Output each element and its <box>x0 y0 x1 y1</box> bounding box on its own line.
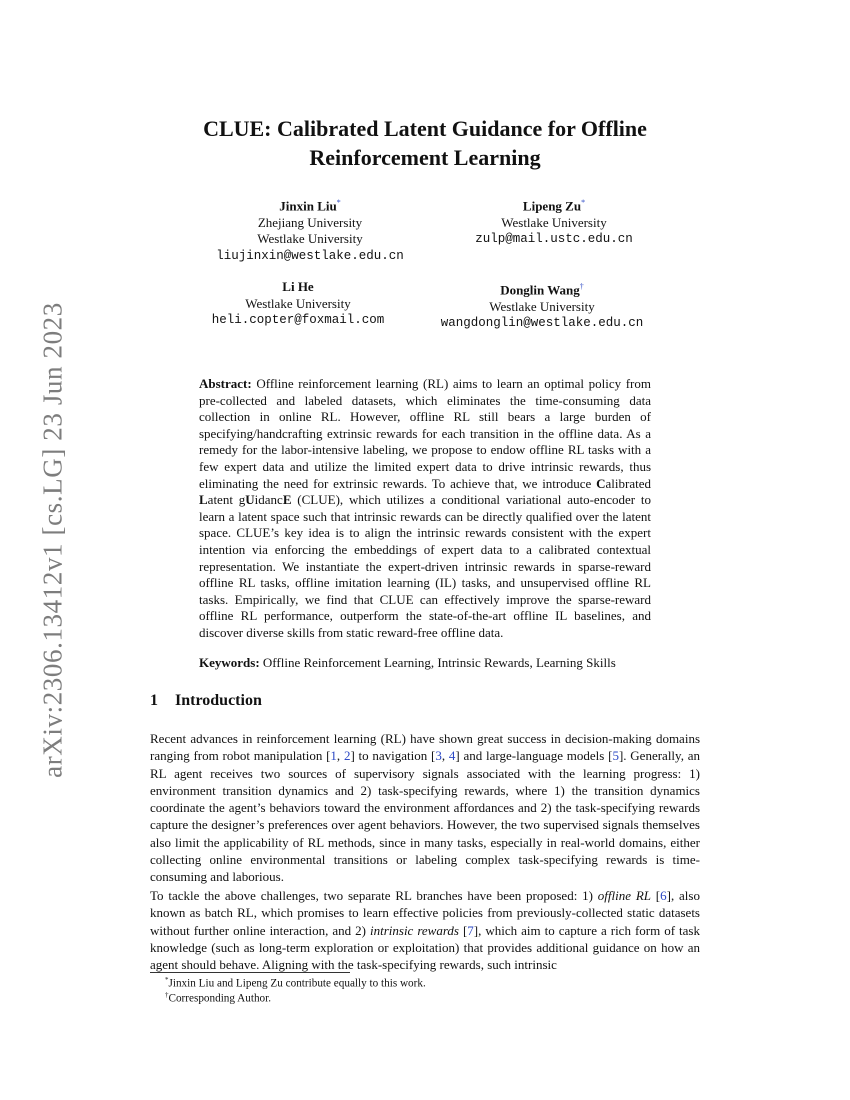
acronym-letter: E <box>282 492 292 508</box>
paper-title-line-1: CLUE: Calibrated Latent Guidance for Offline <box>203 116 647 141</box>
abstract-text-part-2: (CLUE), which utilizes a conditional variational auto-encoder to learn a latent space such that intrinsic rewards can be directly qualified over the latent space. CLUE’s key idea is to align the intrinsic rewards consistent with the expert intention via enforcing the embeddings of expert data to a calibrated contextual representation. We instantiate the expert-driven intrinsic rewards in sparse-reward offline RL tasks, offline imitation learning (IL) tasks, and unsupervised offline RL tasks. Empirically, we find that CLUE can effectively improve the sparse-reward offline RL performance, outperform the state-of-the-art offline IL baselines, and discover diverse skills from static reward-free offline data. <box>199 492 651 640</box>
paragraph-text: [ <box>650 888 661 903</box>
abstract <box>199 376 651 642</box>
paragraph-text: ] to navigation [ <box>350 748 436 764</box>
author-mark: * <box>336 198 341 207</box>
footnote-text: Corresponding Author. <box>168 992 272 1005</box>
paragraph-text: ]. Generally, an RL agent receives two sources of supervisory signals associated with the learning progress: 1) environment transition dynamics and 2) task-specifying rewards, where 1) the transition dynamics coordinate the agent’s behaviors toward the environment affordances and 2) the task-specifying rewards capture the designer’s preferences over agent behaviors. However, the two supervised signals themselves also limit the applicability of RL methods, since in many tasks, especially in real-world domains, either collecting online environmental transitions or labeling complex task-specifying rewards is time-consuming and laborious. <box>150 748 700 885</box>
citation-link[interactable]: 4 <box>448 748 456 764</box>
citation-link[interactable]: 6 <box>660 888 667 903</box>
paragraph-text: To tackle the above challenges, two separate RL branches have been proposed: 1) <box>150 888 598 903</box>
footnote-text: Jinxin Liu and Lipeng Zu contribute equally to this work. <box>168 977 426 990</box>
abstract-label: Abstract: <box>199 376 252 391</box>
author-mark: * <box>581 198 586 207</box>
author-name: Jinxin Liu* <box>279 198 341 214</box>
section-number: 1 <box>150 692 158 709</box>
section-heading-introduction <box>150 692 262 710</box>
author-block-3 <box>178 279 418 329</box>
paragraph-text: ] and large-language models [ <box>455 748 613 764</box>
acronym-letter: L <box>199 492 208 508</box>
intro-paragraph-1 <box>150 730 700 886</box>
author-email[interactable]: heli.copter@foxmail.com <box>211 313 385 327</box>
paragraph-text: ], also known as batch RL, which promises to learn effective policies from previously-collected static datasets without further online interaction, and 2) <box>150 888 700 938</box>
acronym-letter: C <box>596 475 606 491</box>
author-affiliation: Zhejiang University <box>257 214 363 230</box>
author-email[interactable]: zulp@mail.ustc.edu.cn <box>475 232 633 247</box>
acronym-text: alibrated <box>605 475 651 491</box>
paper-title <box>150 114 700 172</box>
author-name: Li He <box>282 279 314 294</box>
citation-link[interactable]: 2 <box>343 748 351 764</box>
section-title: Introduction <box>175 692 262 709</box>
author-name: Lipeng Zu* <box>522 198 586 214</box>
author-block-2 <box>434 195 674 248</box>
paragraph-text: ], which aim to capture a rich form of task knowledge (such as long-term exploration or exploitation) that provides additional guidance on how an agent should behave. Aligning with the task-specifying rewards, such intrinsic <box>150 922 700 973</box>
arxiv-identifier-stamp: arXiv:2306.13412v1 [cs.LG] 23 Jun 2023 <box>37 302 68 778</box>
acronym-text: atent g <box>207 492 246 508</box>
paragraph-text: , <box>336 748 344 764</box>
author-affiliation: Westlake University <box>489 298 595 314</box>
citation-link[interactable]: 7 <box>467 922 474 938</box>
author-mark: † <box>579 282 584 291</box>
paragraph-text: [ <box>458 922 468 938</box>
intro-paragraph-2 <box>150 887 700 973</box>
author-affiliation: Westlake University <box>257 231 363 247</box>
footnote-mark: * <box>165 976 169 984</box>
keywords-text: Offline Reinforcement Learning, Intrinsic Rewards, Learning Skills <box>259 655 616 670</box>
citation-link[interactable]: 3 <box>435 748 442 764</box>
author-name: Donglin Wang† <box>500 282 584 298</box>
citation-link[interactable]: 5 <box>612 748 619 764</box>
author-email[interactable]: wangdonglin@westlake.edu.cn <box>440 316 644 331</box>
paragraph-text: Recent advances in reinforcement learning (RL) have shown great success in decision-making domains ranging from robot manipulation [ <box>150 731 700 764</box>
emphasized-term: offline RL <box>597 888 651 903</box>
acronym-letter: U <box>245 492 255 508</box>
paper-title-line-2: Reinforcement Learning <box>309 145 541 170</box>
author-affiliation: Westlake University <box>245 295 351 311</box>
paragraph-text: , <box>441 748 449 764</box>
footnote-mark: † <box>165 991 169 999</box>
keywords-label: Keywords: <box>199 655 260 670</box>
acronym-text: idanc <box>254 492 283 508</box>
citation-link[interactable]: 1 <box>330 748 337 764</box>
author-affiliation: Westlake University <box>501 214 607 230</box>
footnote-2 <box>165 991 271 1005</box>
footnote-divider <box>150 972 350 973</box>
emphasized-term: intrinsic rewards <box>369 922 459 938</box>
footnote-1 <box>165 976 426 990</box>
keywords <box>199 655 659 671</box>
author-block-4 <box>422 279 662 332</box>
author-email[interactable]: liujinxin@westlake.edu.cn <box>216 248 404 263</box>
author-block-1 <box>190 195 430 264</box>
abstract-text-part-1: Offline reinforcement learning (RL) aims to learn an optimal policy from pre-collected and labeled datasets, which eliminates the time-consuming data collection in online RL. However, offline RL still bears a large burden of specifying/handcrafting extrinsic rewards for each transition in the offline data. As a remedy for the labor-intensive labeling, we propose to endow offline RL tasks with a few expert data and utilize the limited expert data to drive intrinsic rewards, thus eliminating the need for extrinsic rewards. To achieve that, we introduce <box>199 376 651 491</box>
